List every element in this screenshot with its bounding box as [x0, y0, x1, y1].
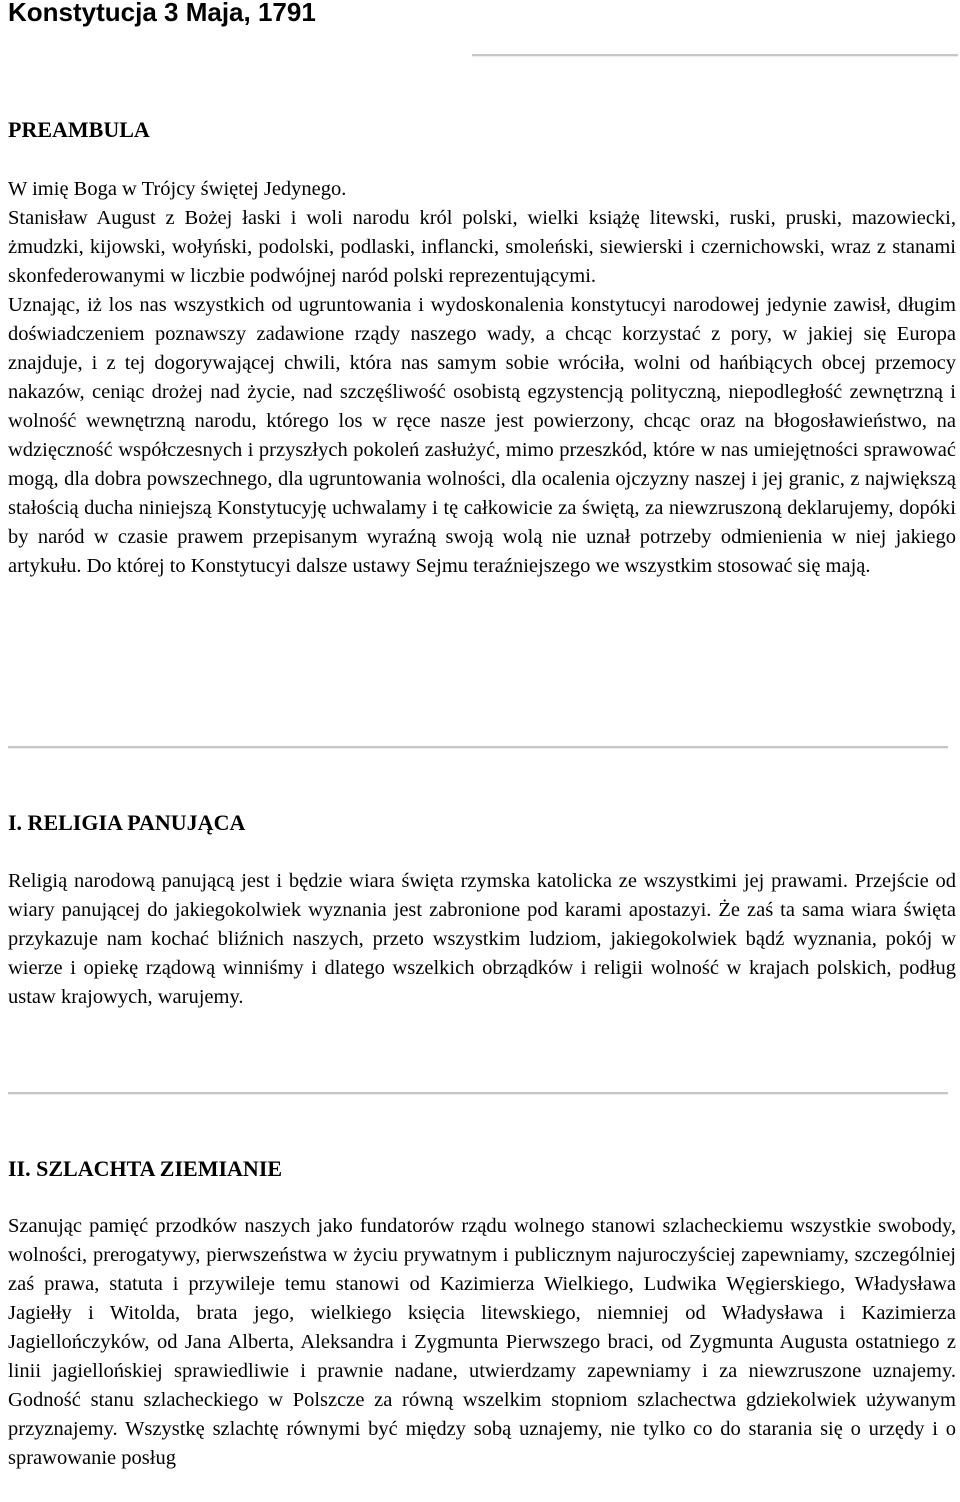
preamble-invocation: W imię Boga w Trójcy świętej Jedynego.	[8, 178, 347, 200]
preamble-paragraph-2: Uznając, iż los nas wszystkich od ugruntowania i wydoskonalenia konstytucyi narodowej jedynie zawisł, długim doświadczeniem poznawszy zadawione rządy naszego wady, a chcąc korzystać z pory, w jakiej się Europa znajduje, i z tej dogorywającej chwili, która nas samym sobie wróciła, wolni od hańbiących obcej przemocy nakazów, ceniąc drożej nad życie, nad szczęśliwość osobistą egzystencją polityczną, niepodległość zewnętrzną i wolność wewnętrzną narodu, którego los w ręce nasze jest powierzony, chcąc oraz na błogosławieństwo, na wdzięczność współczesnych i przyszłych pokoleń zasłużyć, mimo przeszkód, które w nas umiejętności sprawować mogą, dla dobra powszechnego, dla ugruntowania wolności, dla ocalenia ojczyzny naszej i jej granic, z największą stałością ducha niniejszą Konstytucyję uchwalamy i tę całkowicie za świętą, za niewzruszoną deklarujemy, dopóki by naród w czasie prawem przepisanym wyraźną swoją wolą nie uznał potrzeby odmienienia w niej jakiego artykułu. Do której to Konstytucyi dalsze ustawy Sejmu teraźniejszego we wszystkim stosować się mają.	[8, 294, 956, 577]
horizontal-rule	[472, 54, 958, 57]
section-heading-religia: I. RELIGIA PANUJĄCA	[8, 810, 246, 835]
preamble-paragraph-1: Stanisław August z Bożej łaski i woli narodu król polski, wielki książę litewski, ruski, pruski, mazowiecki, żmudzki, kijowski, wołyński, podolski, podlaski, inflancki, smoleński, siewierski i czernichowski, wraz z stanami skonfederowanymi w liczbie podwójnej naród polski reprezentującymi.	[8, 207, 956, 287]
preamble-body	[8, 175, 956, 581]
horizontal-rule	[8, 746, 948, 749]
document-title: Konstytucja 3 Maja, 1791	[8, 0, 316, 27]
section-heading-preambula: PREAMBULA	[8, 117, 150, 142]
horizontal-rule	[8, 1092, 948, 1095]
szlachta-paragraph: Szanując pamięć przodków naszych jako fundatorów rządu wolnego stanowi szlacheckiemu wszystkie swobody, wolności, prerogatywy, pierwszeństwa w życiu prywatnym i publicznym najuroczyściej zapewniamy, szczególniej zaś prawa, statuta i przywileje temu stanowi od Kazimierza Wielkiego, Ludwika Węgierskiego, Władysława Jagiełły i Witolda, brata jego, wielkiego księcia litewskiego, niemniej od Władysława i Kazimierza Jagiellończyków, od Jana Alberta, Aleksandra i Zygmunta Pierwszego braci, od Zygmunta Augusta ostatniego z linii jagiellońskiej sprawiedliwie i prawnie nadane, utwierdzamy zapewniamy i za niewzruszone uznajemy. Godność stanu szlacheckiego w Polszcze za równą wszelkim stopniom szlachectwa gdziekolwiek używanym przyznajemy. Wszystkę szlachtę równymi być między sobą uznajemy, nie tylko co do starania się o urzędy i o sprawowanie posług	[8, 1215, 956, 1469]
religia-paragraph: Religią narodową panującą jest i będzie wiara święta rzymska katolicka ze wszystkimi jej prawami. Przejście od wiary panującej do jakiegokolwiek wyznania jest zabronione pod karami apostazyi. Że zaś ta sama wiara święta przykazuje nam kochać bliźnich naszych, przeto wszystkim ludziom, jakiegokolwiek bądź wyznania, pokój w wierze i opiekę rządową winniśmy i dlatego wszelkich obrządków i religii wolność w krajach polskich, podług ustaw krajowych, warujemy.	[8, 870, 956, 1008]
section-heading-szlachta: II. SZLACHTA ZIEMIANIE	[8, 1156, 283, 1181]
